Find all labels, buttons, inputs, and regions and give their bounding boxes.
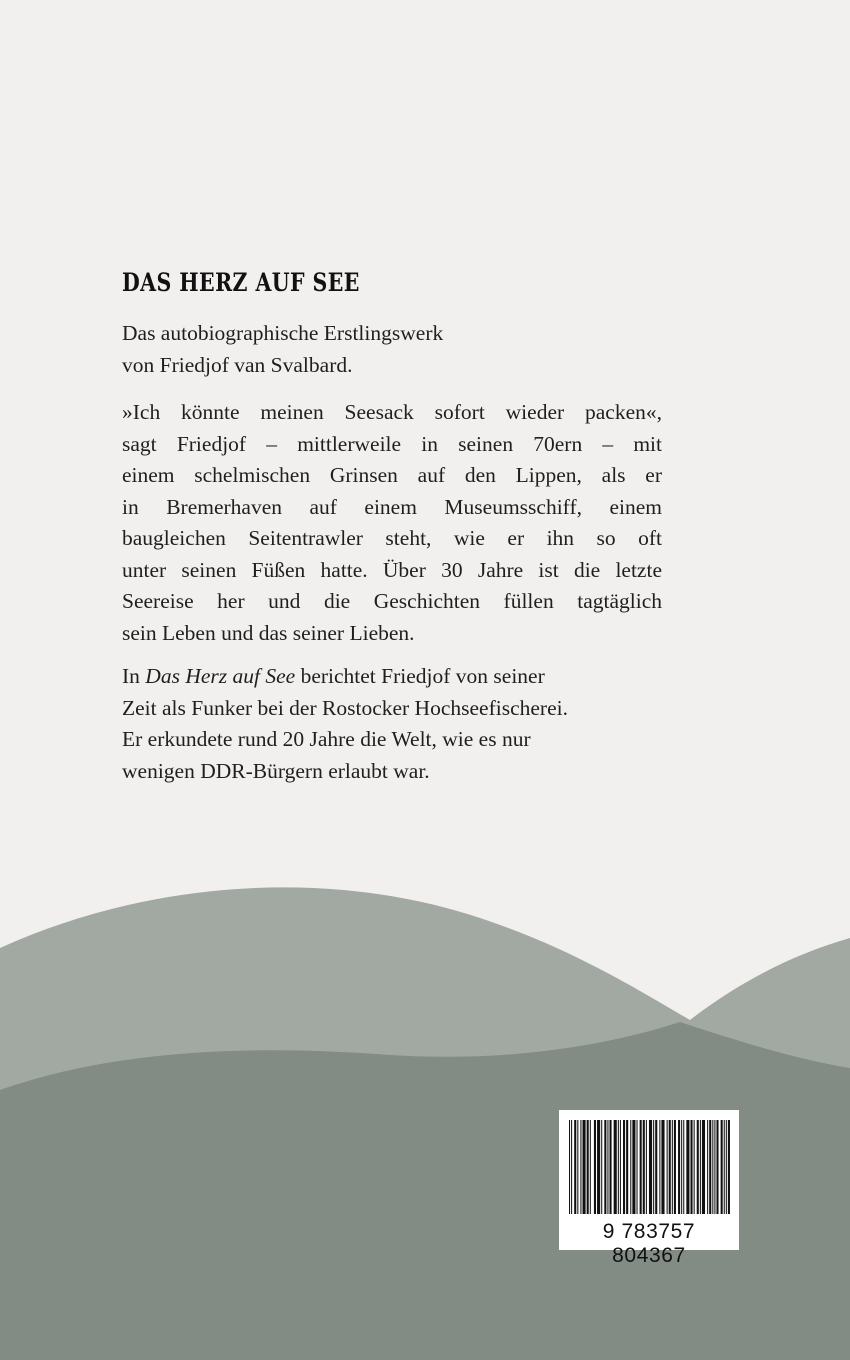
- barcode-bar: [630, 1120, 631, 1214]
- barcode-bar: [646, 1120, 647, 1214]
- summary-line: [122, 661, 662, 693]
- quote-line: sein Leben und das seiner Lieben.: [122, 620, 415, 645]
- barcode-bar: [694, 1120, 695, 1214]
- barcode-bar: [683, 1120, 684, 1214]
- barcode-bar: [620, 1120, 621, 1214]
- summary-suffix: berichtet Friedjof von seiner: [295, 664, 545, 688]
- intro-paragraph: [122, 318, 662, 381]
- barcode-bar: [712, 1120, 713, 1214]
- barcode-bar: [681, 1120, 682, 1214]
- barcode-bar: [714, 1120, 715, 1214]
- barcode-bar: [583, 1120, 586, 1214]
- barcode-bar: [672, 1120, 673, 1214]
- barcode-bar: [626, 1120, 628, 1214]
- barcode-bar: [618, 1120, 619, 1214]
- barcode-bar: [569, 1120, 570, 1214]
- summary-line: wenigen DDR-Bürgern erlaubt war.: [122, 758, 430, 783]
- barcode-bar: [649, 1120, 652, 1214]
- barcode-bar: [590, 1120, 591, 1214]
- summary-paragraph: [122, 661, 662, 787]
- quote-line: in Bremerhaven auf einem Museumsschiff, einem: [122, 494, 662, 519]
- barcode-bar: [724, 1120, 725, 1214]
- intro-line: von Friedjof van Svalbard.: [122, 352, 353, 377]
- quote-line: unter seinen Füßen hatte. Über 30 Jahre ist die letzte: [122, 557, 662, 582]
- quote-line: Seereise her und die Geschichten füllen tagtäglich: [122, 589, 662, 613]
- barcode-bar: [614, 1120, 617, 1214]
- book-title: DAS HERZ AUF SEE: [122, 268, 360, 297]
- barcode-bar: [574, 1120, 576, 1214]
- barcode-bar: [640, 1120, 642, 1214]
- barcode-bar: [661, 1120, 664, 1214]
- barcode-bar: [686, 1120, 689, 1214]
- quote-line: baugleichen Seitentrawler steht, wie er ihn so oft: [122, 526, 662, 550]
- summary-line: Zeit als Funker bei der Rostocker Hochseefischerei.: [122, 695, 568, 720]
- barcode-bar: [691, 1120, 693, 1214]
- isbn-barcode: [559, 1110, 739, 1267]
- barcode-bar: [607, 1120, 608, 1214]
- barcode-bar: [674, 1120, 676, 1214]
- quote-line: »Ich könnte meinen Seesack sofort wieder packen«,: [122, 400, 662, 424]
- barcode-bar: [587, 1120, 589, 1214]
- barcode-bar: [659, 1120, 660, 1214]
- book-title-inline: Das Herz auf See: [145, 664, 296, 688]
- barcode-bar: [667, 1120, 668, 1214]
- barcode-bar: [700, 1120, 701, 1214]
- barcode-bar: [728, 1120, 730, 1214]
- barcode-bar: [580, 1120, 581, 1214]
- barcode-bar: [637, 1120, 638, 1214]
- barcode-bar: [594, 1120, 596, 1214]
- quote-line: einem schelmischen Grinsen auf den Lippen, als er: [122, 463, 662, 487]
- barcode-bar: [601, 1120, 602, 1214]
- summary-line: Er erkundete rund 20 Jahre die Welt, wie es nur: [122, 727, 531, 751]
- quote-paragraph: [122, 397, 662, 649]
- barcode-bar: [655, 1120, 657, 1214]
- isbn-number: 9 783757 804367: [602, 1220, 696, 1267]
- barcode-bar: [571, 1120, 572, 1214]
- quote-line: sagt Friedjof – mittlerweile in seinen 70ern – mit: [122, 431, 662, 456]
- summary-prefix: In: [122, 664, 146, 688]
- barcode-bar: [721, 1120, 723, 1214]
- barcode-bar: [577, 1120, 578, 1214]
- barcode-bar: [697, 1120, 699, 1214]
- barcode-bar: [678, 1120, 680, 1214]
- barcode-bar: [707, 1120, 708, 1214]
- barcode-bar: [709, 1120, 711, 1214]
- barcode-bar: [669, 1120, 671, 1214]
- intro-line: Das autobiographische Erstlingswerk: [122, 321, 444, 345]
- barcode-bar: [632, 1120, 635, 1214]
- barcode-bar: [716, 1120, 718, 1214]
- barcode-bar: [610, 1120, 612, 1214]
- barcode-bar: [726, 1120, 727, 1214]
- barcode-bar: [653, 1120, 654, 1214]
- barcode-bar: [643, 1120, 645, 1214]
- barcode-bar: [597, 1120, 600, 1214]
- barcode-bar: [702, 1120, 705, 1214]
- barcode-bar: [623, 1120, 625, 1214]
- barcode-bar: [604, 1120, 606, 1214]
